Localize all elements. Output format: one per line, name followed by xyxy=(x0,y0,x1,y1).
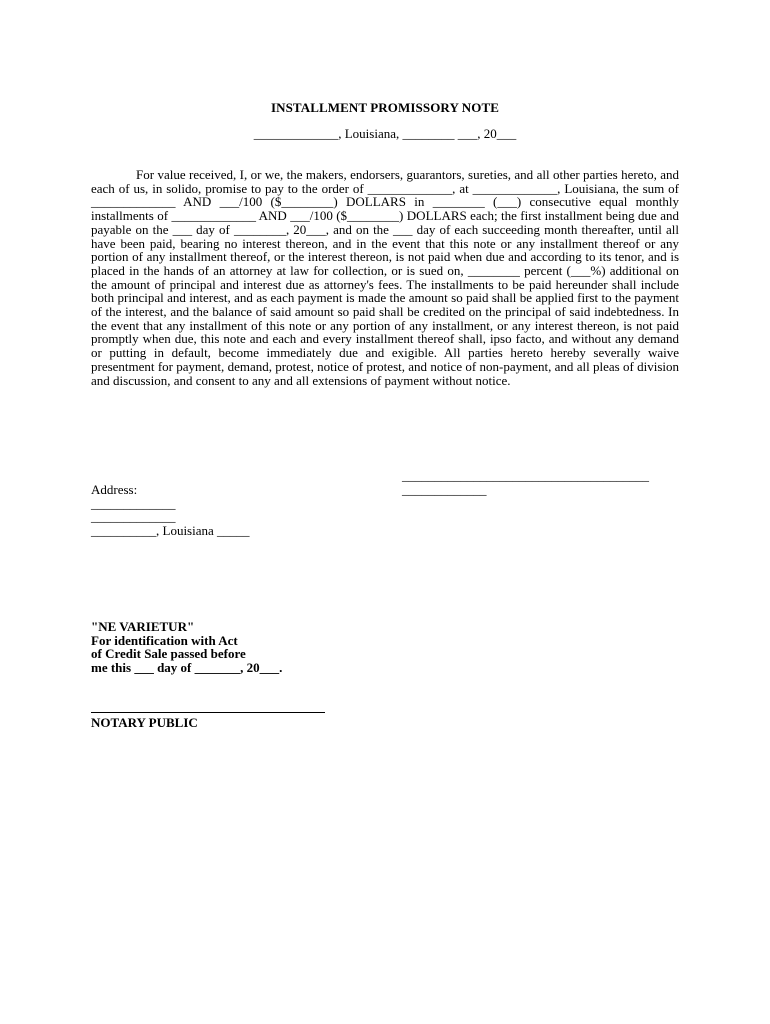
address-block xyxy=(91,483,250,538)
address-city-line: __________, Louisiana _____ xyxy=(91,523,250,539)
ne-varietur-heading: "NE VARIETUR" xyxy=(91,619,195,634)
note-body-text: For value received, I, or we, the makers, endorsers, guarantors, sureties, and all other parties hereto, and each of us, in solido, promise to pay to the order of _____________, at _____________, Louisiana, the sum of _____________ AND ___/100 ($________) DOLLARS in ________ (___) consecutive equal monthly installments of _____________ AND ___/100 ($________) DOLLARS each; the first installment being due and payable on the ___ day of ________, 20___, and on the ___ day of each succeeding month thereafter, until all have been paid, bearing no interest thereon, and in the event that this note or any installment thereof or any portion of any installment thereof, or the interest thereon, is not paid when due and according to its tenor, and is placed in the hands of an attorney at law for collection, or is sued on, ________ percent (___%) additional on the amount of principal and interest due as attorney's fees. The installments to be paid hereunder shall include both principal and interest, and as each payment is made the amount so paid shall be applied first to the payment of the interest, and the balance of said amount so paid shall be credited on the principal of said indebtedness. In the event that any installment of this note or any portion of any installment, or any interest thereon, is not paid promptly when due, this note and each and every installment thereof shall, ipso facto, and without any demand or putting in default, become immediately due and exigible. All parties hereto hereby severally waive presentment for payment, demand, protest, notice of protest, and notice of non-payment, and all pleas of division and discussion, and consent to any and all extensions of payment without notice. xyxy=(91,167,679,388)
ne-varietur-block xyxy=(91,620,282,675)
notary-public-label: NOTARY PUBLIC xyxy=(91,715,198,730)
dateline: _____________, Louisiana, ________ ___, 20___ xyxy=(253,126,517,141)
signature-block xyxy=(402,469,649,496)
ne-varietur-line: of Credit Sale passed before xyxy=(91,646,246,662)
signature-line-continued: _____________ xyxy=(402,481,487,497)
address-line: _____________ xyxy=(91,495,176,511)
note-body xyxy=(91,168,679,387)
address-label: Address: xyxy=(91,482,138,497)
notary-signature-line xyxy=(91,712,325,713)
ne-varietur-date-line: me this ___ day of _______, 20___. xyxy=(91,660,283,676)
signature-line: ______________________________________ xyxy=(402,468,649,483)
address-line: _____________ xyxy=(91,509,176,525)
ne-varietur-line: For identification with Act xyxy=(91,632,238,648)
document-title: INSTALLMENT PROMISSORY NOTE xyxy=(270,100,500,115)
